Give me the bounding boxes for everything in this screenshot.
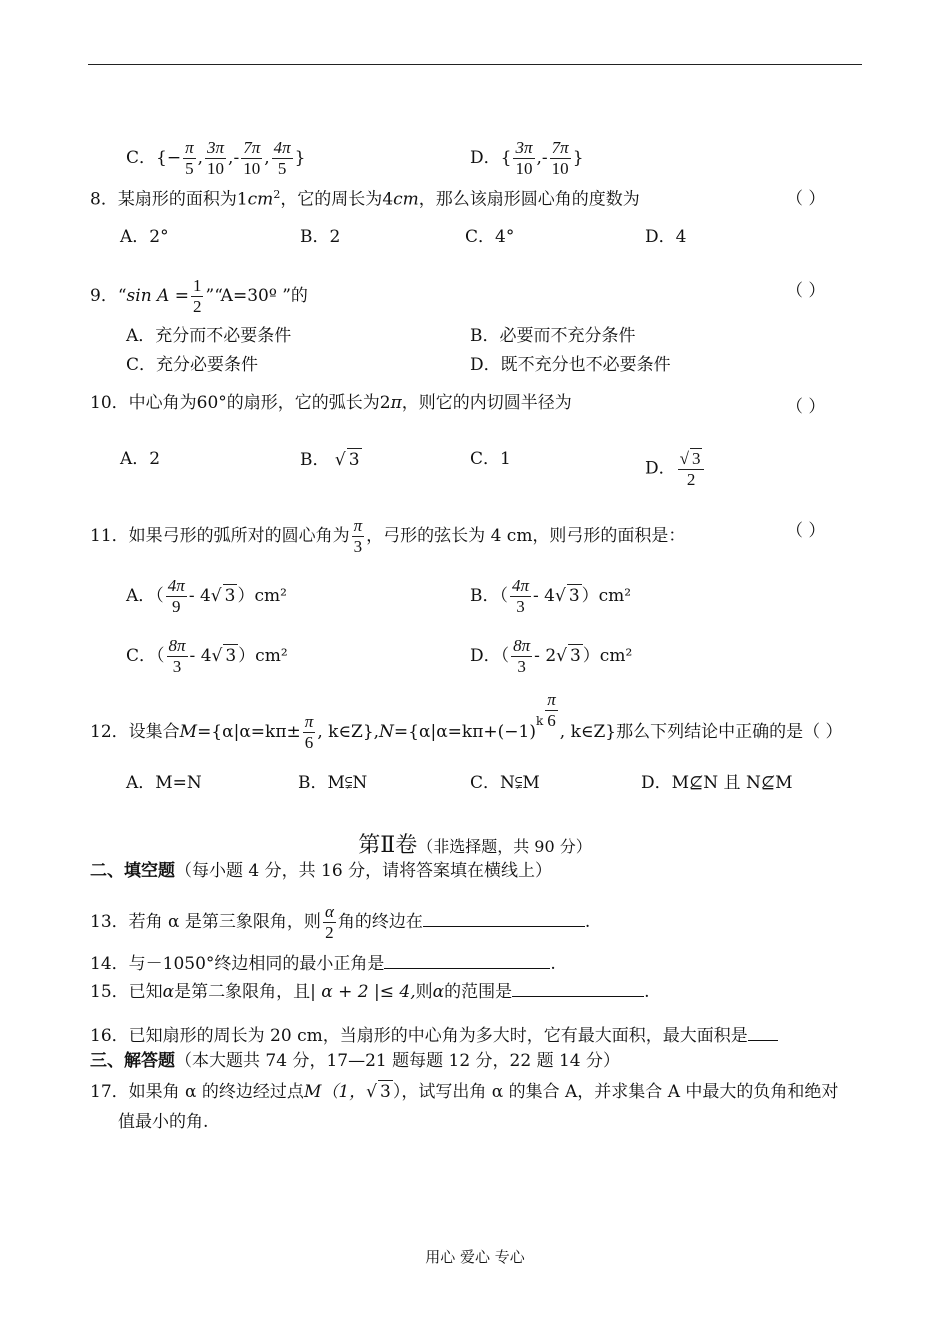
section-2-heading: 二、填空题（每小题 4 分，共 16 分，请将答案填在横线上）: [90, 861, 553, 881]
question-16: 16．已知扇形的周长为 20 cm，当扇形的中心角为多大时，它有最大面积，最大面积是: [90, 1022, 778, 1047]
q10-option-b: B． √ 3: [300, 450, 360, 470]
q8-answer-paren: （ ）: [786, 189, 826, 209]
question-15: 15．已知α是第二象限角，且| α + 2 |≤ 4,则α的范围是 .: [90, 978, 650, 1003]
q10-answer-paren: （ ）: [786, 397, 826, 417]
question-12: 12．设集合M={α|α=kπ± $\frac{\pi}{6}$ , $k\in Z\},N=\{\alpha|\alpha=k\pi+(-1)^k$ $\frac{\pi}{6}$ , k∈Z}那么下列结论中正确的是（ ）: [90, 690, 843, 752]
question-17: 17．如果角 α 的终边经过点M（1，√ 3 ），试写出角 α 的集合 A，并求集合 A 中最大的负角和绝对: [90, 1082, 839, 1102]
q16-answer-blank[interactable]: [748, 1022, 778, 1041]
q11-option-a: A．（ $\frac{4\pi}{9}$ - 4√ 3 ）cm²: [126, 576, 287, 616]
q9-answer-paren: （ ）: [786, 281, 826, 301]
page-footer: 用心 爱心 专心: [425, 1248, 525, 1266]
q12-option-b: B．M⫋N: [298, 773, 368, 793]
question-13: 13．若角 α 是第三象限角，则 $\frac{\alpha}{2}$ 角的终边在 .: [90, 902, 591, 942]
header-rule: [88, 64, 862, 65]
q11-option-b: B．（ $\frac{4\pi}{3}$ - 4√ 3 ）cm²: [470, 576, 632, 616]
q12-option-c: C．N⫋M: [470, 773, 540, 793]
q10-option-a: A．2: [120, 449, 161, 469]
part-2-heading: 第Ⅱ卷（非选择题，共 90 分）: [358, 833, 592, 858]
q14-answer-blank[interactable]: [384, 950, 550, 969]
q11-option-d: D．（ $\frac{8\pi}{3}$ - 2√ 3 ）cm²: [470, 636, 633, 676]
question-11: 11．如果弓形的弧所对的圆心角为 $\frac{\pi}{3}$ ，弓形的弦长为 4 cm，则弓形的面积是：: [90, 516, 686, 556]
q8-option-b: B．2: [300, 227, 341, 247]
question-17-line-2: 值最小的角.: [118, 1112, 209, 1132]
q10-option-d: D． $\frac{√ 3}{2}$: [645, 448, 706, 490]
q9-option-b: B．必要而不充分条件: [470, 326, 636, 346]
q12-option-d: D．M⊈N 且 N⊈M: [641, 773, 793, 793]
q8-option-c: C．4°: [465, 227, 515, 247]
q13-answer-blank[interactable]: [423, 908, 585, 927]
q11-answer-paren: （ ）: [786, 521, 826, 541]
question-8: 8．某扇形的面积为$1cm^2$，它的周长为4cm，那么该扇形圆心角的度数为: [90, 188, 640, 210]
q7-option-d: D．{ $\frac{3\pi}{10}$ ,- $\frac{7\pi}{10}$ }: [470, 138, 584, 178]
q8-option-d: D．4: [645, 227, 687, 247]
q10-option-c: C．1: [470, 449, 511, 469]
q11-option-c: C．（ $\frac{8\pi}{3}$ - 4√ 3 ）cm²: [126, 636, 288, 676]
q8-option-a: A．2°: [120, 227, 169, 247]
q9-option-d: D．既不充分也不必要条件: [470, 355, 671, 375]
q9-option-a: A．充分而不必要条件: [126, 326, 292, 346]
question-9: 9．“sin A = $\frac{1}{2}$ ”“A=30º ”的: [90, 276, 308, 316]
section-3-heading: 三、解答题（本大题共 74 分，17—21 题每题 12 分，22 题 14 分）: [90, 1051, 621, 1071]
q12-option-a: A．M=N: [126, 773, 202, 793]
q9-option-c: C．充分必要条件: [126, 355, 259, 375]
q7-option-c: C．{− $\frac{\pi}{5}$ , $\frac{3\pi}{10}$ ,- $\frac{7\pi}{10}$ , $\frac{4\pi}{5}$ }: [126, 138, 306, 178]
q15-answer-blank[interactable]: [512, 978, 644, 997]
question-10: 10．中心角为60°的扇形，它的弧长为2π，则它的内切圆半径为: [90, 393, 572, 413]
question-14: 14．与－1050°终边相同的最小正角是 .: [90, 950, 556, 975]
